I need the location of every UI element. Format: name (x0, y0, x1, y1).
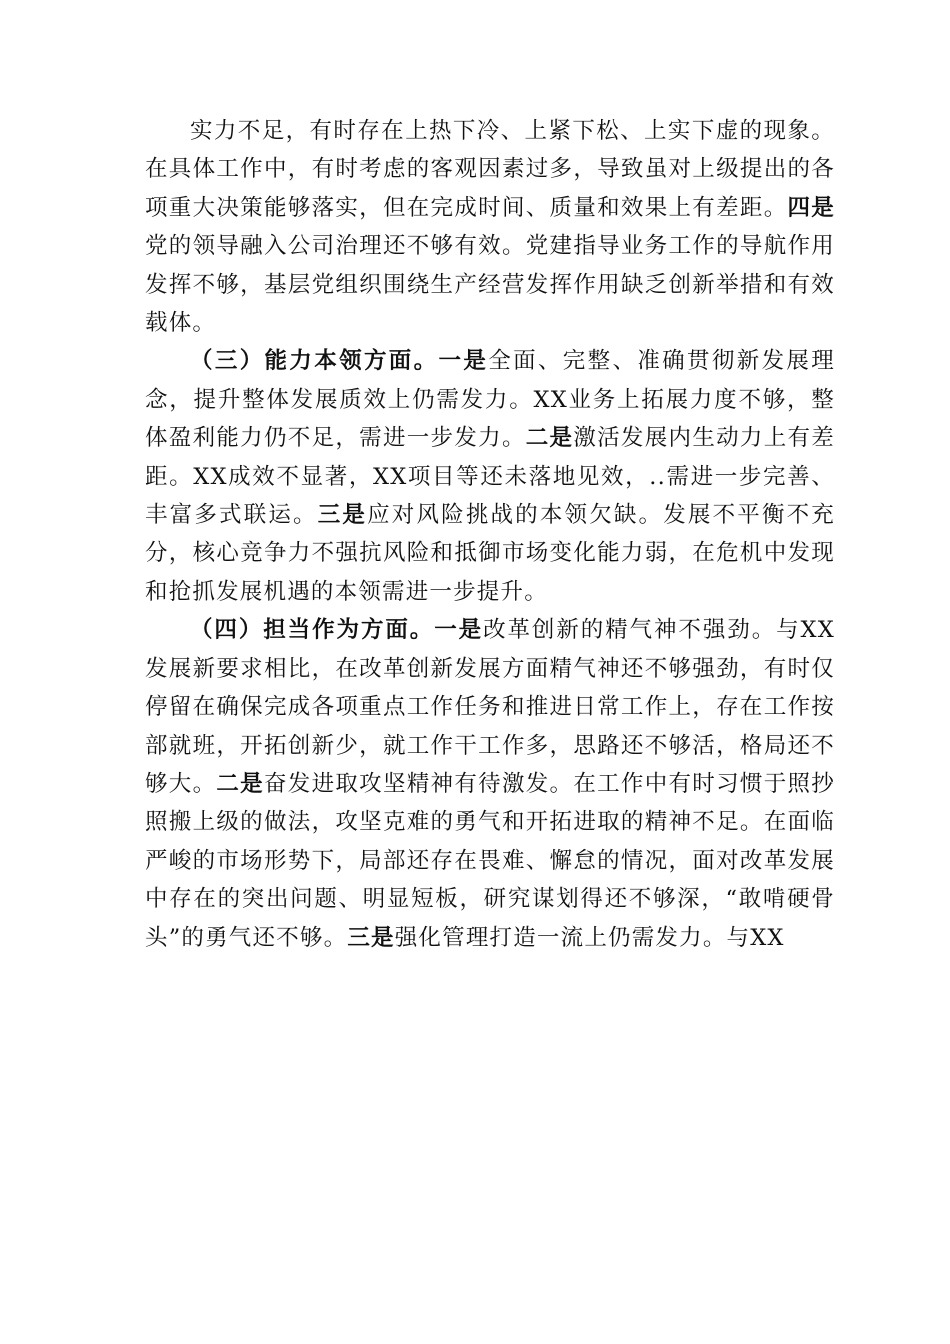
document-body (145, 112, 835, 957)
text-segment: 党的领导融入公司治理还不够有效。党建指导业务工作的导航作用发挥不够，基层党组织围绕生产经营发挥作用缺乏创新举措和有效载体。 (145, 233, 835, 337)
bold-label-yi-shi: 一是 (434, 617, 484, 644)
bold-label-si-shi: 四是 (787, 194, 835, 221)
paragraph-p3 (145, 611, 835, 957)
bold-label-er-shi: 二是 (525, 425, 574, 452)
text-segment: 奋发进取攻坚精神有待激发。 (263, 770, 574, 797)
text-segment: 在工作中有时习惯于照抄照搬上级的做法，攻坚克难的勇气和开拓进取的精神不足。在面临严峻的市场形势下，局部还存在畏难、懈怠的情况，面对改革发展中存在的突出问题、明显短板，研究谋划得还不够深，“敢啃硬骨头”的勇气还不够。 (145, 770, 835, 951)
text-segment: 实力不足，有时存在上热下冷、上紧下松、上实下虚的现象。在具体工作中，有时考虑的客观因素过多，导致虽对上级提出的各项重大决策能够落实，但在完成时间、质量和效果上有差距。 (145, 118, 835, 221)
text-segment: 应对风险挑战的本领欠缺。发展不平衡不充分，核心竞争力不强抗风险和抵御市场变化能力弱，在危机中发现和抢抓发展机遇的本领需进一步提升。 (145, 502, 835, 605)
text-segment: 强化管理打造一流上仍需发力。与XX (394, 924, 785, 951)
text-segment: 激活发展内生动力上有差距。XX成效不显著，XX项目等还未落地见效，..需进一步完善、丰富多式联运。 (145, 425, 836, 529)
bold-label-san-shi: 三是 (347, 924, 395, 951)
text-segment: 改革创新的精气神不强劲。与XX发展新要求相比，在改革创新发展方面精气神还不够强劲，有时仅停留在确保完成各项重点工作任务和推进日常工作上，存在工作按部就班，开拓创新少，就工作干工作多，思路还不够活，格局还不够大。 (145, 617, 835, 797)
bold-label-yi-shi: 一是 (438, 348, 489, 375)
section-heading-4: （四）担当作为方面。 (190, 617, 435, 644)
section-heading-3: （三）能力本领方面。 (190, 348, 439, 375)
paragraph-p1 (145, 112, 835, 342)
bold-label-san-shi: 三是 (317, 502, 368, 529)
paragraph-p2 (145, 342, 835, 611)
text-segment: 全面、完整、准确贯彻新发展理念，提升整体发展质效上仍需发力。XX业务上拓展力度不够，整体盈利能力仍不足，需进一步发力。 (145, 348, 835, 452)
bold-label-er-shi: 二是 (216, 770, 264, 797)
